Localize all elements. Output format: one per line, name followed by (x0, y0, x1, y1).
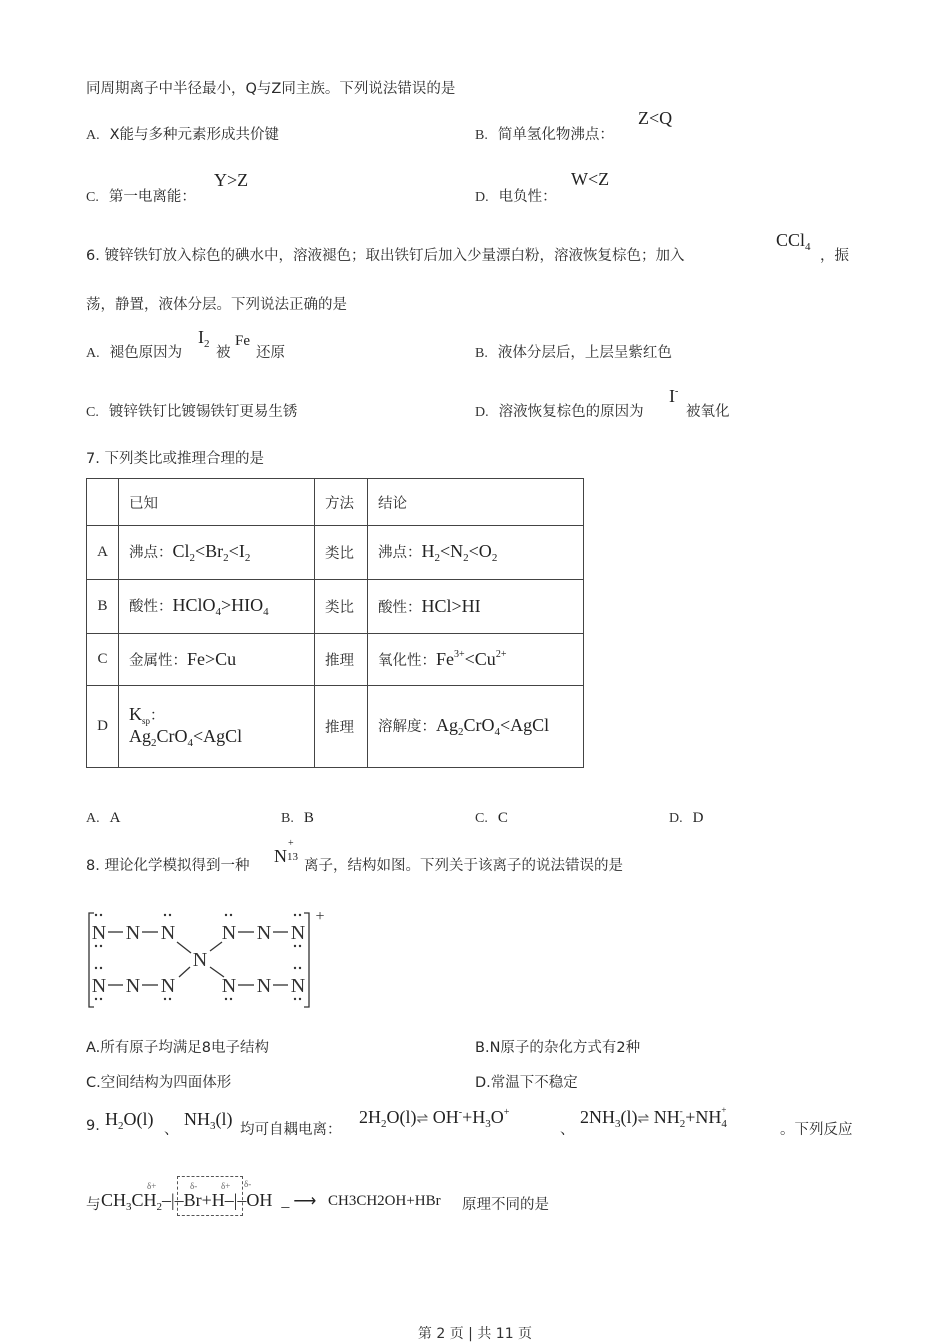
q6-option-a-mid: 被 (216, 345, 231, 361)
conclusion-cell (368, 634, 584, 686)
q6-stem-text: 6. 镀锌铁钉放入棕色的碘水中，溶液褪色；取出铁钉后加入少量漂白粉，溶液恢复棕色；加入 (86, 248, 685, 264)
formula-sup: - (675, 386, 679, 397)
option-letter: C. (475, 811, 488, 826)
option-text: 简单氢化物沸点： (497, 127, 614, 143)
q9-mid-text: 均可自耦电离： (240, 1122, 342, 1138)
q9-reactant-formula: $CH_3CH_2-|-Br+H-|-OH$ _ ⟶ (101, 1190, 317, 1213)
option-letter: A. (86, 811, 100, 826)
method-cell: 类比 (315, 526, 368, 580)
q9-formula-nh3: $NH_3(l)$ (184, 1109, 233, 1132)
delta-minus-br: δ- (190, 1181, 198, 1191)
q6-stem-tail: ，振 (820, 248, 849, 264)
q6-stem-line2: 荡，静置，液体分层。下列说法正确的是 (86, 297, 347, 313)
q8-option-a[interactable] (86, 1036, 269, 1057)
q7-option-b[interactable] (281, 807, 314, 827)
option-text: 空间结构为四面体形 (100, 1075, 232, 1091)
table-row (87, 580, 584, 634)
method-cell: 推理 (315, 686, 368, 768)
formula-cl2-br2-i2: $Cl_2<Br_2<I_2$ (172, 541, 251, 564)
q8-option-d[interactable] (475, 1071, 578, 1092)
q9-product-formula: CH3CH2OH+HBr (328, 1193, 441, 1209)
header-cell: 已知 (119, 479, 315, 526)
n13-ion-structure-diagram (86, 905, 336, 1015)
svg-text:N: N (221, 922, 237, 944)
method-cell: 推理 (315, 634, 368, 686)
option-value: C (497, 810, 508, 826)
option-text: 所有原子均满足8电子结构 (100, 1040, 270, 1056)
svg-text:N: N (290, 975, 306, 997)
row-letter: D (87, 686, 119, 768)
row-letter: A (87, 526, 119, 580)
row-letter: C (87, 634, 119, 686)
option-letter: D. (669, 811, 683, 826)
formula-sub: 4 (805, 241, 811, 253)
option-letter: A. (86, 346, 100, 361)
option-letter: C. (86, 1075, 101, 1091)
q7-table (86, 478, 584, 768)
header-cell: 结论 (368, 479, 584, 526)
cell-label: 金属性： (129, 653, 187, 669)
q9-separator: 、 (164, 1122, 179, 1138)
q8-option-b[interactable] (475, 1036, 640, 1057)
option-text: 电负性： (498, 189, 557, 205)
formula-sub: 2 (204, 338, 210, 350)
svg-text:N: N (91, 922, 107, 944)
option-letter: B. (475, 1040, 490, 1056)
formula-sup: + (288, 838, 294, 849)
q6-option-a-i2 (198, 327, 210, 350)
formula-main: I (669, 386, 675, 406)
formula-main: I (198, 327, 204, 347)
option-letter: C. (86, 405, 99, 420)
q5-option-c[interactable] (86, 185, 196, 206)
svg-text:N: N (125, 922, 141, 944)
formula-ag2cro4-agcl: $Ag_2CrO_4<AgCl$ (129, 726, 243, 749)
q7-option-a[interactable] (86, 807, 120, 827)
header-cell (87, 479, 119, 526)
option-letter: B. (475, 346, 488, 361)
svg-text:N: N (256, 975, 272, 997)
known-cell (119, 526, 315, 580)
page-footer: 第 2 页 | 共 11 页 (417, 1326, 533, 1342)
option-letter: A. (86, 128, 100, 143)
equilibrium-arrow-icon: ⇌ (637, 1112, 650, 1127)
option-letter: B. (281, 811, 294, 826)
q8-ion-formula (274, 838, 301, 867)
row-letter: B (87, 580, 119, 634)
svg-text:N: N (160, 975, 176, 997)
formula-main: N (274, 846, 287, 866)
cell-label: 沸点： (129, 545, 173, 561)
delta-plus-ch2: δ+ (147, 1181, 157, 1191)
q6-option-d[interactable] (475, 400, 644, 421)
option-letter: D. (475, 405, 489, 420)
svg-text:N: N (221, 975, 237, 997)
conclusion-cell (368, 580, 584, 634)
svg-text:N: N (125, 975, 141, 997)
q7-stem: 7. 下列类比或推理合理的是 (86, 451, 264, 467)
known-cell (119, 686, 315, 768)
option-text: X能与多种元素形成共价键 (109, 127, 280, 143)
q6-stem-line1 (86, 244, 684, 265)
q9-line2-pre: 与 (86, 1197, 101, 1213)
formula-main: CCl (776, 230, 806, 250)
q7-option-c[interactable] (475, 807, 508, 827)
formula-h2-n2-o2: $H_2<N_2<O_2$ (421, 541, 498, 564)
q6-option-a-post: 还原 (256, 345, 285, 361)
cell-label: 溶解度： (378, 719, 436, 735)
q9-ammonia-autoionization: $2NH_3(l)\rightleftharpoons$ NH $_{- 2}$+NH $_{+ 4}$ (580, 1105, 727, 1130)
equilibrium-arrow-icon: ⇌ (416, 1112, 429, 1127)
known-cell (119, 634, 315, 686)
q8-option-c[interactable] (86, 1071, 231, 1092)
svg-text:+: + (315, 908, 325, 925)
table-row (87, 526, 584, 580)
svg-text:N: N (160, 922, 176, 944)
svg-text:N: N (91, 975, 107, 997)
option-text: 溶液恢复棕色的原因为 (498, 404, 644, 420)
q5-option-b[interactable] (475, 123, 614, 144)
q9-number: 9. (86, 1118, 100, 1134)
q6-option-d-iodide (669, 386, 678, 407)
option-letter: D. (475, 1075, 491, 1091)
q6-option-a[interactable] (86, 341, 182, 362)
q9-end-text: 。下列反应 (780, 1122, 853, 1138)
conclusion-cell (368, 526, 584, 580)
header-cell: 方法 (315, 479, 368, 526)
q6-option-b[interactable] (475, 341, 672, 362)
table-row (87, 686, 584, 768)
q5-option-d[interactable] (475, 185, 557, 206)
cell-label: 沸点： (378, 545, 422, 561)
formula-ag2cro4-agcl-solubility: $Ag_2CrO_4<AgCl$ (436, 715, 550, 738)
formula-ksp: $K_{sp}$ (129, 704, 151, 726)
option-text: 第一电离能： (108, 189, 196, 205)
conclusion-cell (368, 686, 584, 768)
option-text: 液体分层后，上层呈紫红色 (497, 345, 672, 361)
q5-option-c-formula: Y>Z (214, 170, 249, 190)
formula-scripts (287, 838, 301, 863)
q9-water-autoionization: $2H_2O(l)\rightleftharpoons$ $OH^-+H_3O^+$ (359, 1107, 510, 1130)
formula-fe-cu: Fe>Cu (187, 649, 237, 669)
cell-label: 氧化性： (378, 653, 436, 669)
option-value: A (109, 810, 121, 826)
formula-hclo4-hio4: $HClO_4>HIO_4$ (172, 595, 269, 618)
formula-fe3-cu2: $Fe^{3+}<Cu^{2+}$ (436, 649, 507, 669)
q6-ccl4-formula (776, 230, 811, 253)
q6-option-c[interactable] (86, 400, 297, 421)
q5-stem: 同周期离子中半径最小，Q与Z同主族。下列说法错误的是 (86, 81, 456, 97)
q9-formula-h2o: $H_2O(l)$ (105, 1109, 154, 1132)
q5-option-d-formula: W<Z (571, 169, 610, 189)
option-text: 镀锌铁钉比镀锡铁钉更易生锈 (108, 404, 298, 420)
table-row (87, 634, 584, 686)
svg-text:N: N (256, 922, 272, 944)
q7-option-d[interactable] (669, 807, 703, 827)
cell-label: 酸性： (378, 600, 422, 616)
svg-text:N: N (290, 922, 306, 944)
q6-option-d-post: 被氧化 (686, 404, 730, 420)
option-value: D (692, 810, 704, 826)
q9-line2-post: 原理不同的是 (462, 1197, 549, 1213)
option-text: 常温下不稳定 (490, 1075, 578, 1091)
delta-minus-oh: δ- (244, 1179, 252, 1189)
option-value: B (303, 810, 314, 826)
q5-option-b-formula: Z<Q (638, 108, 673, 128)
q9-separator-2: 、 (560, 1122, 575, 1138)
option-letter: C. (86, 190, 99, 205)
q5-option-a[interactable] (86, 123, 279, 144)
method-cell: 类比 (315, 580, 368, 634)
option-letter: A. (86, 1040, 101, 1056)
q8-stem-pre: 8. 理论化学模拟得到一种 (86, 858, 250, 874)
table-header-row (87, 479, 584, 526)
q8-stem-post: 离子，结构如图。下列关于该离子的说法错误的是 (304, 858, 623, 874)
option-text: N原子的杂化方式有2种 (489, 1040, 641, 1056)
cell-label: 酸性： (129, 599, 173, 615)
option-text: 褪色原因为 (109, 345, 183, 361)
option-letter: B. (475, 128, 488, 143)
q6-option-a-fe: Fe (235, 333, 250, 349)
known-cell (119, 580, 315, 634)
reaction-arrow-icon: _ ⟶ (281, 1193, 317, 1210)
svg-text:N: N (192, 949, 208, 971)
formula-hcl-hi: HCl>HI (421, 596, 481, 616)
delta-plus-h: δ+ (221, 1181, 231, 1191)
formula-sub: 13 (287, 851, 298, 863)
cell-label: ： (150, 708, 165, 724)
option-letter: D. (475, 190, 489, 205)
